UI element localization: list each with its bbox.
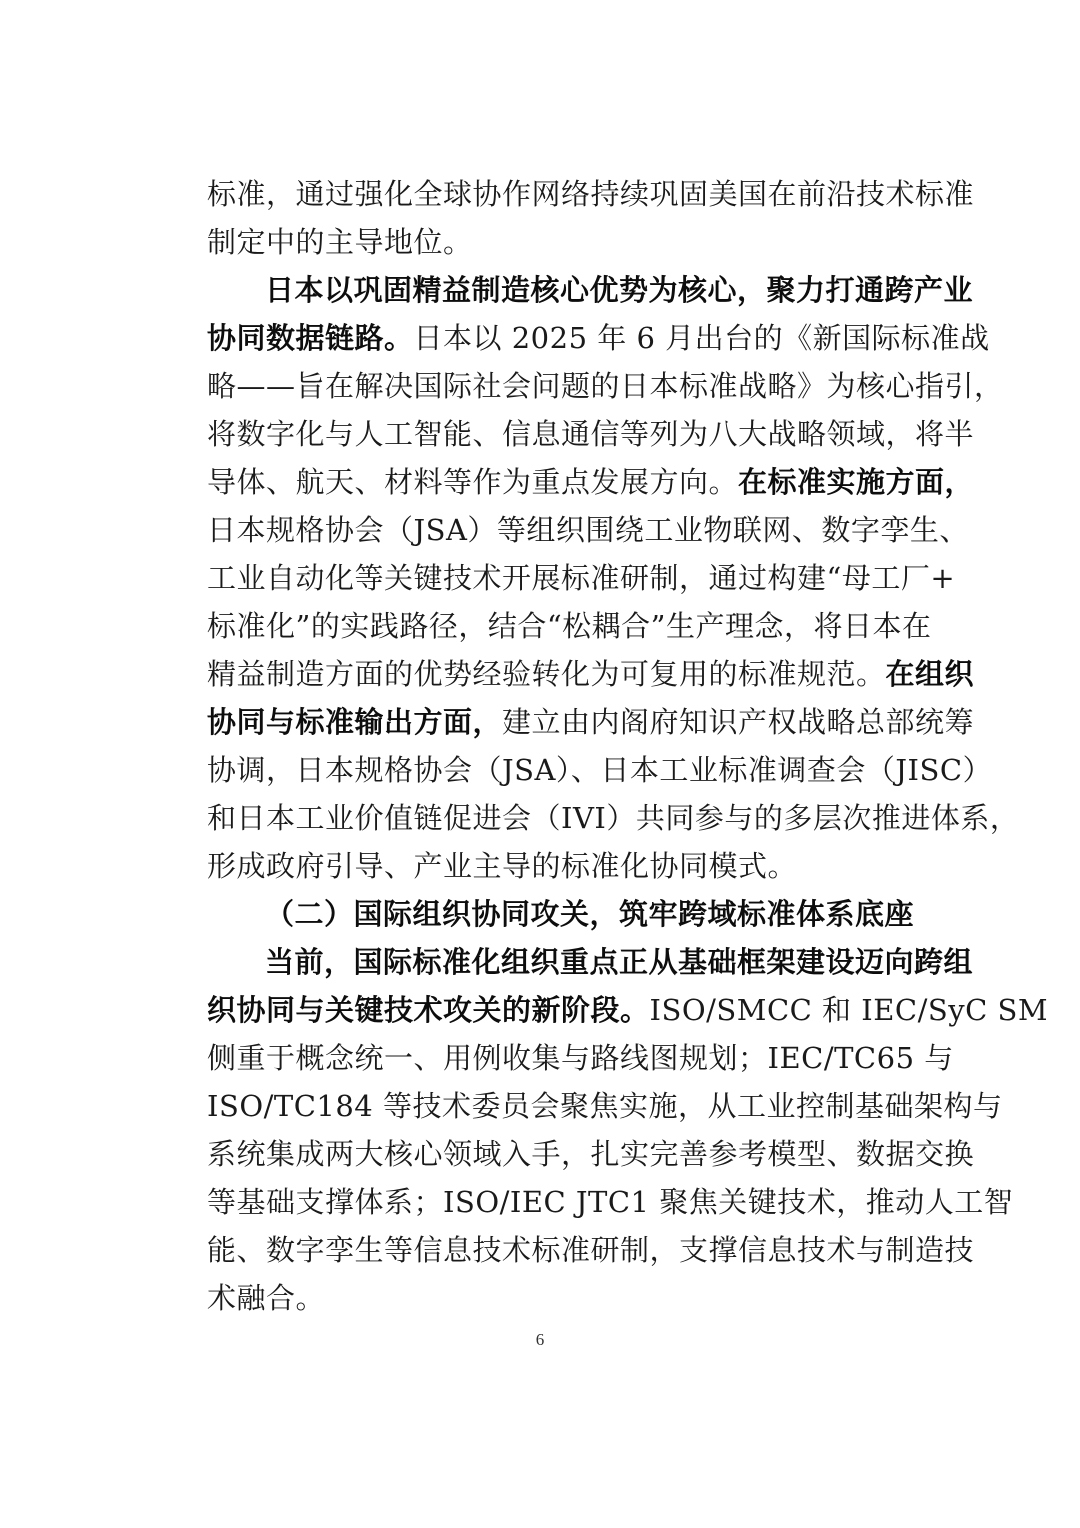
paragraph-line <box>207 986 1049 1034</box>
section-heading <box>265 890 915 938</box>
text-run: 日本规格协会（JSA）等组织围绕工业物联网、数字孪生、 <box>207 513 969 547</box>
paragraph-line <box>207 698 975 746</box>
text-run: 形成政府引导、产业主导的标准化协同模式。 <box>207 849 798 883</box>
text-run: ISO/SMCC 和 IEC/SyC SM <box>649 993 1049 1027</box>
bold-lead-sentence: 日本以巩固精益制造核心优势为核心，聚力打通跨产业 <box>265 273 974 307</box>
paragraph-line <box>207 842 875 890</box>
bold-subtopic: 协同与标准输出方面， <box>207 705 503 739</box>
paragraph-line <box>207 314 990 362</box>
text-run: 精益制造方面的优势经验转化为可复用的标准规范。 <box>207 657 886 691</box>
paragraph-line <box>207 746 993 794</box>
text-run: 建立由内阁府知识产权战略总部统筹 <box>502 705 975 739</box>
paragraph-line <box>207 170 975 218</box>
text-run: 制定中的主导地位。 <box>207 225 473 259</box>
paragraph-line <box>207 554 956 602</box>
text-run: 日本以 2025 年 6 月出台的《新国际标准战 <box>413 321 990 355</box>
text-run: 协调，日本规格协会（JSA）、日本工业标准调查会（JISC） <box>207 753 993 787</box>
paragraph-line <box>207 1130 975 1178</box>
paragraph-line <box>207 794 1020 842</box>
paragraph-line <box>207 602 932 650</box>
paragraph-line <box>207 458 975 506</box>
bold-subtopic: 在组织 <box>885 657 975 691</box>
text-run: 标准，通过强化全球协作网络持续巩固美国在前沿技术标准 <box>207 177 975 211</box>
bold-lead-sentence: 织协同与关键技术攻关的新阶段。 <box>207 993 650 1027</box>
paragraph-line <box>207 362 1004 410</box>
text-run: 系统集成两大核心领域入手，扎实完善参考模型、数据交换 <box>207 1137 975 1171</box>
paragraph-line <box>207 506 969 554</box>
paragraph-line <box>207 1274 875 1322</box>
paragraph-line <box>265 938 974 986</box>
text-run: 工业自动化等关键技术开展标准研制，通过构建“母工厂+ <box>207 561 956 595</box>
paragraph-line <box>207 1226 975 1274</box>
paragraph-line <box>207 218 875 266</box>
paragraph-line <box>207 1178 1014 1226</box>
paragraph-line <box>207 1034 954 1082</box>
text-run: 能、数字孪生等信息技术标准研制，支撑信息技术与制造技 <box>207 1233 975 1267</box>
bold-lead-sentence: 当前，国际标准化组织重点正从基础框架建设迈向跨组 <box>265 945 974 979</box>
text-run: 导体、航天、材料等作为重点发展方向。 <box>207 465 739 499</box>
text-run: 侧重于概念统一、用例收集与路线图规划；IEC/TC65 与 <box>207 1041 954 1075</box>
paragraph-line <box>265 266 974 314</box>
text-run: 将数字化与人工智能、信息通信等列为八大战略领域，将半 <box>207 417 975 451</box>
text-run: 和日本工业价值链促进会（IVI）共同参与的多层次推进体系， <box>207 801 1020 835</box>
bold-subtopic: 在标准实施方面， <box>738 465 975 499</box>
text-run: ISO/TC184 等技术委员会聚焦实施，从工业控制基础架构与 <box>207 1089 1003 1123</box>
text-run: 标准化”的实践路径，结合“松耦合”生产理念，将日本在 <box>207 609 932 643</box>
bold-lead-sentence: 协同数据链路。 <box>207 321 414 355</box>
section-heading-text: （二）国际组织协同攻关，筑牢跨域标准体系底座 <box>265 897 915 931</box>
paragraph-line <box>207 650 975 698</box>
paragraph-line <box>207 1082 1003 1130</box>
paragraph-line <box>207 410 975 458</box>
text-run: 术融合。 <box>207 1281 326 1315</box>
text-run: 略——旨在解决国际社会问题的日本标准战略》为核心指引， <box>207 369 1004 403</box>
page-number: 6 <box>535 1330 545 1349</box>
text-run: 等基础支撑体系；ISO/IEC JTC1 聚焦关键技术，推动人工智 <box>207 1185 1014 1219</box>
